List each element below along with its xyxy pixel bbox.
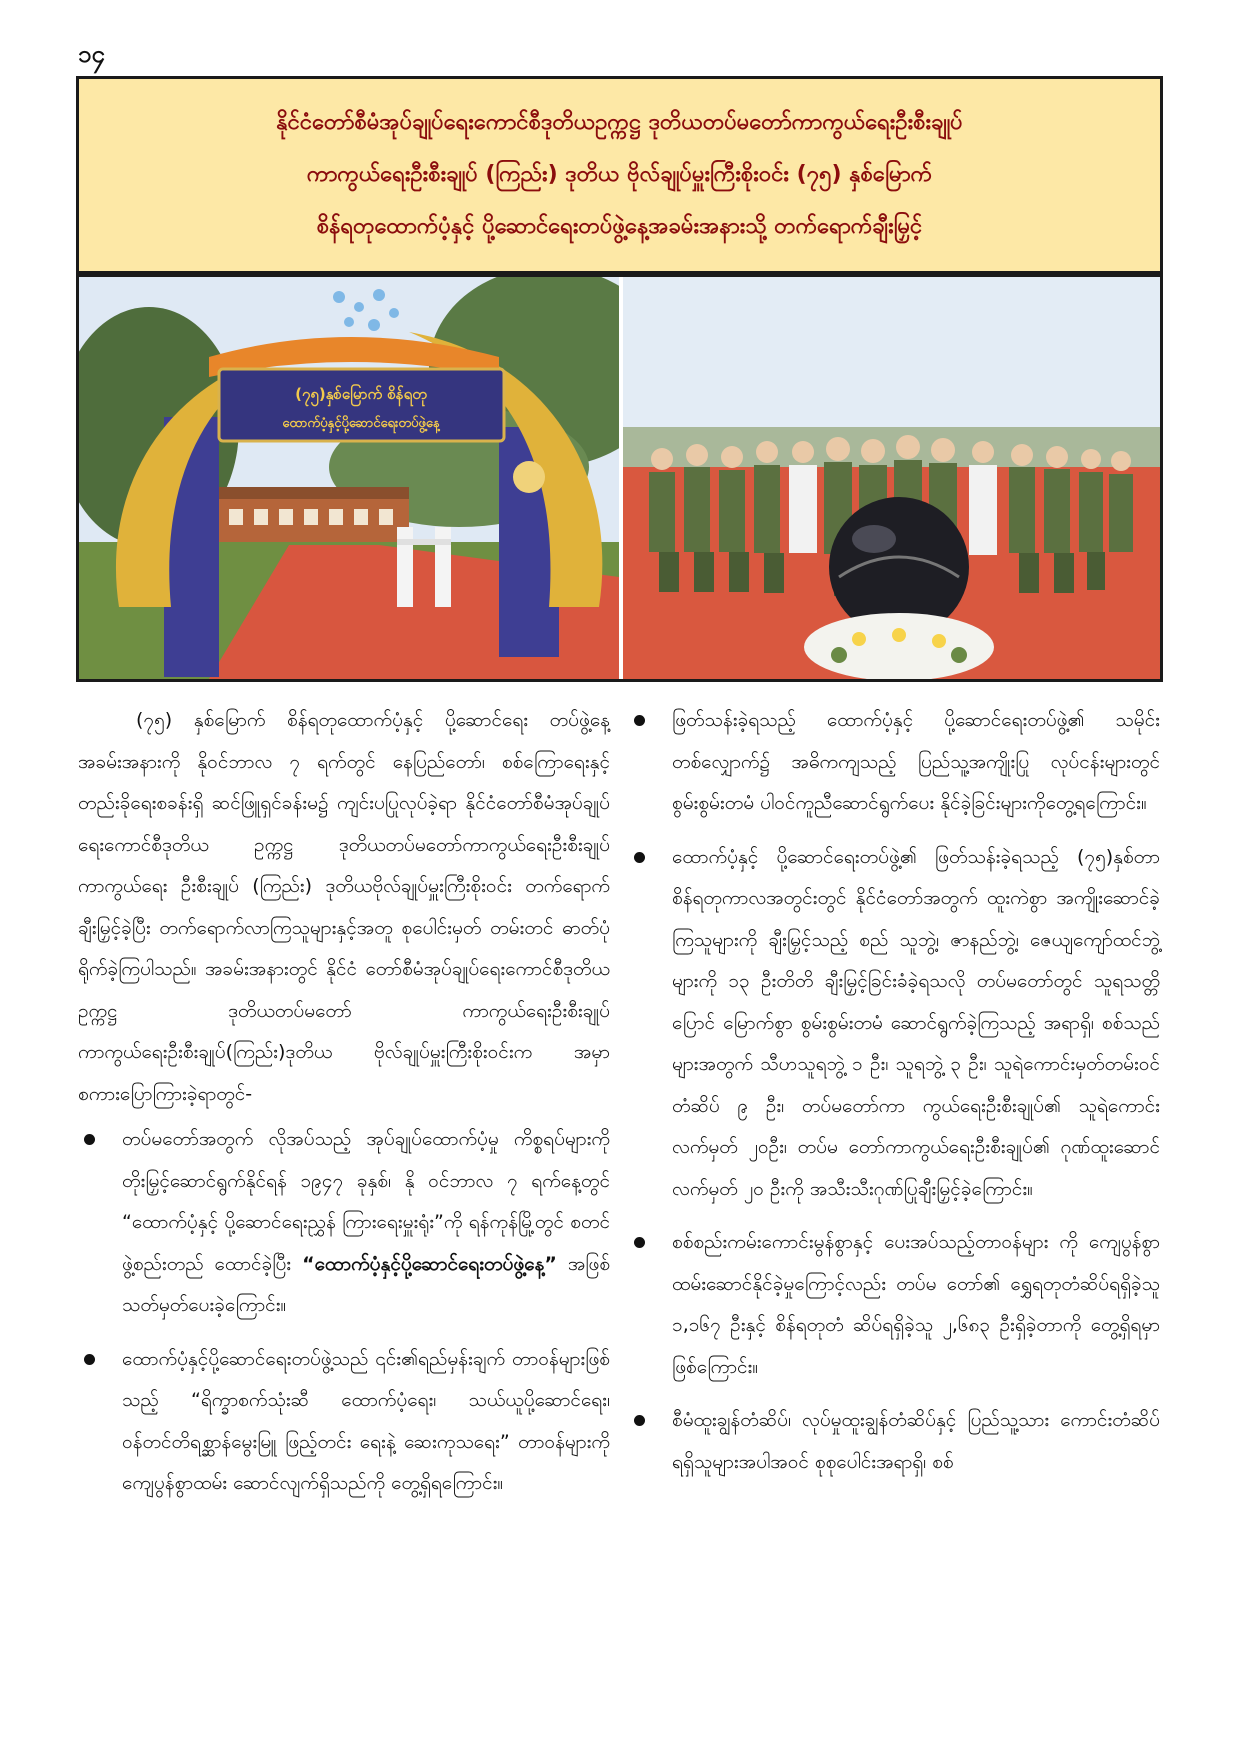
photo-ceremonial-arch [79,277,669,679]
list-item [628,1222,1160,1388]
intro-paragraph: (၇၅) နှစ်မြောက် စိန်ရတုထောက်ပံ့နှင့် ပို့ဆောင်ရေး တပ်ဖွဲ့နေ့အခမ်းအနားကို နိုဝင်ဘာလ ၇ ရက်တွင် နေပြည်တော်၊ စစ်ကြောရေးနှင့် တည်းခိုရေးစခန်းရှိ ဆင်ဖြူရှင်ခန်းမ၌ ကျင်းပပြုလုပ်ခဲ့ရာ နိုင်ငံတော်စီမံအုပ်ချုပ်ရေးကောင်စီဒုတိယ ဥက္ကဋ္ဌ ဒုတိယတပ်မတော်ကာကွယ်ရေးဦးစီးချုပ် ကာကွယ်ရေး ဦးစီးချုပ် (ကြည်း) ဒုတိယဗိုလ်ချုပ်မှူးကြီးစိုးဝင်း တက်ရောက် ချီးမြှင့်ခဲ့ပြီး တက်ရောက်လာကြသူများနှင့်အတူ စုပေါင်းမှတ် တမ်းတင် ဓာတ်ပုံရိုက်ခဲ့ကြပါသည်။ အခမ်းအနားတွင် နိုင်ငံ တော်စီမံအုပ်ချုပ်ရေးကောင်စီဒုတိယဥက္ကဋ္ဌ ဒုတိယတပ်မတော် ကာကွယ်ရေးဦးစီးချုပ် ကာကွယ်ရေးဦးစီးချုပ်(ကြည်း)ဒုတိယ ဗိုလ်ချုပ်မှူးကြီးစိုးဝင်းက အမှာစကားပြောကြားခဲ့ရာတွင်- [78,709,610,1105]
right-column [628,700,1160,1495]
bullet-text: တပ်မတော်အတွက် လိုအပ်သည့် အုပ်ချုပ်ထောက်ပံ့မှု ကိစ္စရပ်များကို တိုးမြှင့်ဆောင်ရွက်နိုင်ရန် ၁၉၄၇ ခုနှစ်၊ နို ဝင်ဘာလ ၇ ရက်နေ့တွင် “ထောက်ပံ့နှင့် ပို့ဆောင်ရေးညွှန် ကြားရေးမှူးရုံး”ကို ရန်ကုန်မြို့တွင် စတင်ဖွဲ့စည်းတည် ထောင်ခဲ့ပြီး [122,1128,610,1275]
bullet-text-end: အဖြစ် သတ်မှတ်ပေးခဲ့ကြောင်း။ [122,1252,611,1316]
bullet-icon [84,1354,95,1365]
bullet-icon [634,715,645,726]
bullet-text: စစ်စည်းကမ်းကောင်းမွန်စွာနှင့် ပေးအပ်သည့်တာဝန်များ ကို ကျေပွန်စွာထမ်းဆောင်နိုင်ခဲ့မှုကြောင့်လည်း တပ်မ တော်၏ ရွှေရတုတံဆိပ်ရရှိခဲ့သူ ၁,၁၆၇ ဦးနှင့် စိန်ရတုတံ ဆိပ်ရရှိခဲ့သူ ၂,၆၈၃ ဦးရှိခဲ့တာကို တွေ့ရှိရမှာဖြစ်ကြောင်း။ [672,1231,1160,1378]
bullet-text: စီမံထူးချွန်တံဆိပ်၊ လုပ်မှုထူးချွန်တံဆိပ်နှင့် ပြည်သူ့သား ကောင်းတံဆိပ်ရရှိသူများအပါအဝင် စုစုပေါင်းအရာရှိ၊ စစ် [672,1409,1160,1473]
list-item [78,1339,610,1505]
page-number: ၁၄ [78,40,105,68]
title-banner [76,76,1163,274]
list-item [628,700,1160,825]
list-item [78,1119,610,1327]
bullet-text: ဖြတ်သန်းခဲ့ရသည့် ထောက်ပံ့နှင့် ပို့ဆောင်ရေးတပ်ဖွဲ့၏ သမိုင်းတစ်လျှောက်၌ အဓိကကျသည့် ပြည်သူ့အကျိုးပြု လုပ်ငန်းများတွင် စွမ်းစွမ်းတမံ ပါဝင်ကူညီဆောင်ရွက်ပေး နိုင်ခဲ့ခြင်းများကိုတွေ့ရကြောင်း။ [672,709,1160,814]
arch-sign-text-2: ထောက်ပံ့နှင့်ပို့ဆောင်ရေးတပ်ဖွဲ့နေ့ [282,416,440,431]
arch-sign-text-1: (၇၅)နှစ်မြောက် စိန်ရတု [295,385,427,403]
bullet-bold-text: “ထောက်ပံ့နှင့်ပို့ဆောင်ရေးတပ်ဖွဲ့နေ့” [302,1252,557,1275]
bullet-icon [634,1237,645,1248]
banner-line-1: နိုင်ငံတော်စီမံအုပ်ချုပ်ရေးကောင်စီဒုတိယဥက္ကဋ္ဌ ဒုတိယတပ်မတော်ကာကွယ်ရေးဦးစီးချုပ် [276,110,963,135]
banner-line-3: စိန်ရတုထောက်ပံ့နှင့် ပို့ဆောင်ရေးတပ်ဖွဲ့နေ့အခမ်းအနားသို့ တက်ရောက်ချီးမြှင့် [316,214,923,239]
photo-frame [76,274,1163,682]
banner-line-2: ကာကွယ်ရေးဦးစီးချုပ် (ကြည်း) ဒုတိယ ဗိုလ်ချုပ်မှူးကြီးစိုးဝင်း (၇၅) နှစ်မြောက် [306,162,933,187]
list-item [628,837,1160,1211]
bullet-text: ထောက်ပံ့နှင့် ပို့ဆောင်ရေးတပ်ဖွဲ့၏ ဖြတ်သန်းခဲ့ရသည့် (၇၅)နှစ်တာ စိန်ရတုကာလအတွင်းတွင် နိုင်ငံတော်အတွက် ထူးကဲစွာ အကျိုးဆောင်ခဲ့ကြသူများကို ချီးမြှင့်သည့် စည် သူဘွဲ့၊ ဇာနည်ဘွဲ့၊ ဇေယျကျော်ထင်ဘွဲ့များကို ၁၃ ဦးတိတိ ချီးမြှင့်ခြင်းခံခဲ့ရသလို တပ်မတော်တွင် သူရသတ္တိပြောင် မြောက်စွာ စွမ်းစွမ်းတမံ ဆောင်ရွက်ခဲ့ကြသည့် အရာရှိ၊ စစ်သည်များအတွက် သီဟသူရဘွဲ့ ၁ ဦး၊ သူရဘွဲ့ ၃ ဦး၊ သူရဲကောင်းမှတ်တမ်းဝင်တံဆိပ် ၉ ဦး၊ တပ်မတော်ကာ ကွယ်ရေးဦးစီးချုပ်၏ သူရဲကောင်းလက်မှတ် ၂၀ဦး၊ တပ်မ တော်ကာကွယ်ရေးဦးစီးချုပ်၏ ဂုဏ်ထူးဆောင်လက်မှတ် ၂၀ ဦးကို အသီးသီးဂုဏ်ပြုချီးမြှင့်ခဲ့ကြောင်း။ [672,845,1160,1200]
photo-officers-ceremony [623,277,1160,679]
bullet-text: ထောက်ပံ့နှင့်ပို့ဆောင်ရေးတပ်ဖွဲ့သည် ၎င်း၏ရည်မှန်းချက် တာဝန်များဖြစ်သည့် “ရိက္ခာစက်သုံးဆီ ထောက်ပံ့ရေး၊ သယ်ယူပို့ဆောင်ရေး၊ ဝန်တင်တိရစ္ဆာန်မွေးမြူ ဖြည့်တင်း ရေးနဲ့ ဆေးကုသရေး” တာဝန်များကို ကျေပွန်စွာထမ်း ဆောင်လျက်ရှိသည်ကို တွေ့ရှိရကြောင်း။ [122,1347,610,1494]
left-column [78,700,610,1517]
bullet-icon [84,1134,95,1145]
bullet-icon [634,852,645,863]
bullet-icon [634,1415,645,1426]
list-item [628,1400,1160,1483]
